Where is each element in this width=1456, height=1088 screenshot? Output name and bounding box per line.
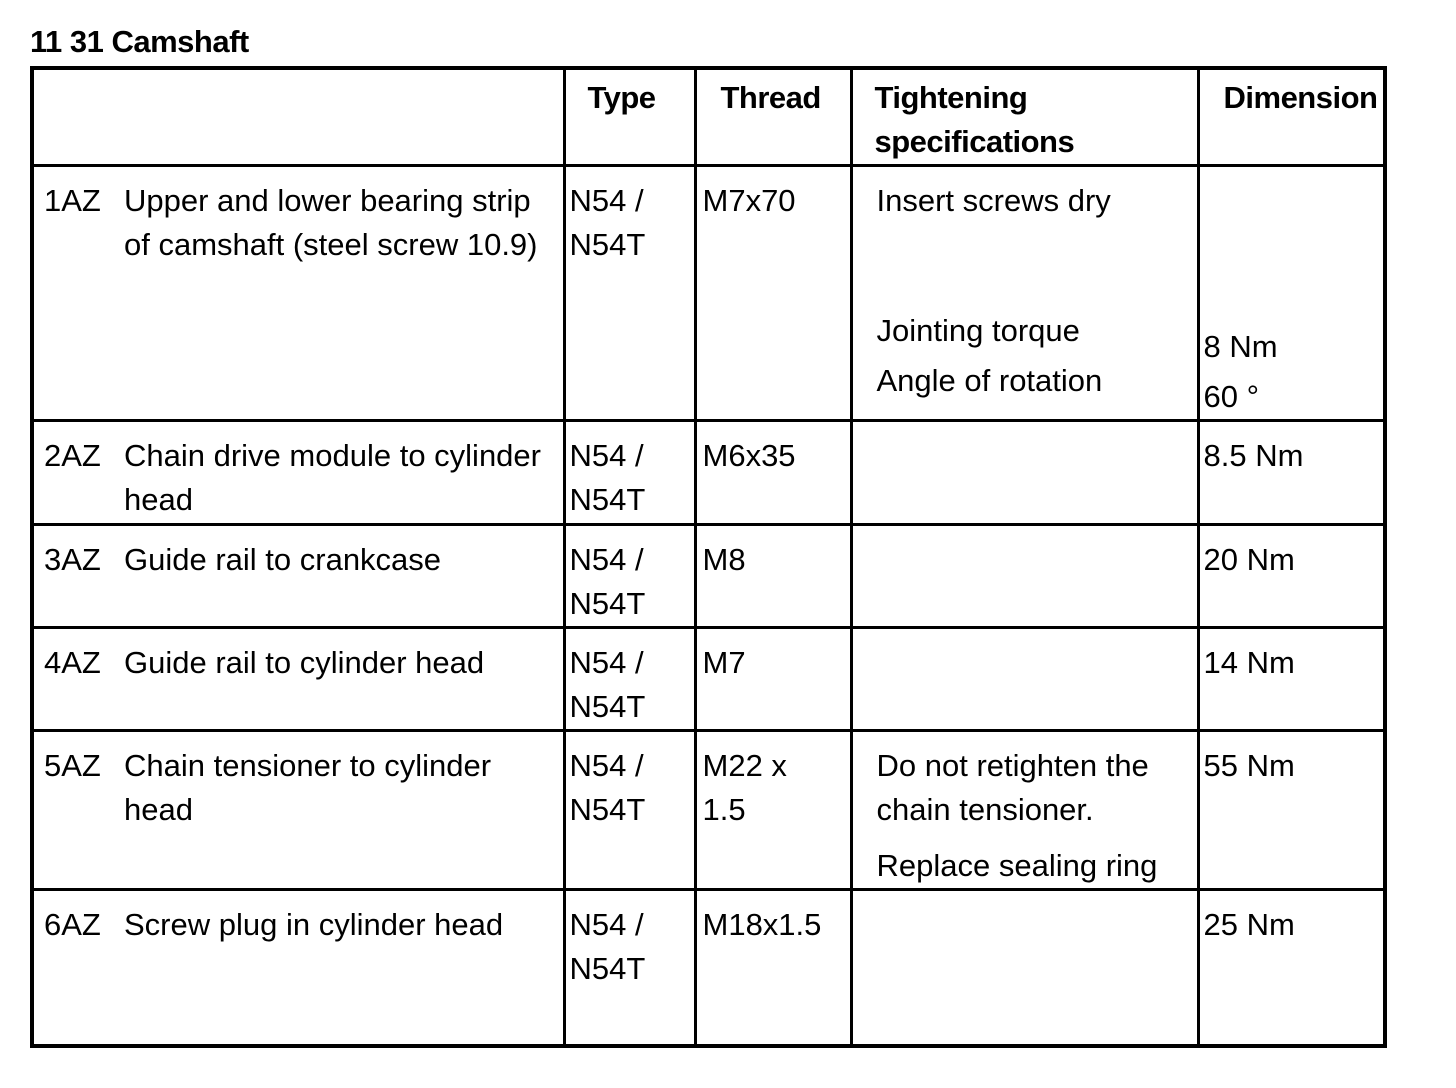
cell-dimension [1198, 166, 1385, 421]
row-type: N54 / N54T [569, 748, 646, 827]
row-code: 6AZ [44, 907, 101, 942]
dimension-value: 55 Nm [1203, 748, 1295, 783]
document-title: 11 31 Camshaft [30, 24, 249, 59]
cell-tightening [851, 731, 1198, 890]
cell-dimension [1198, 731, 1385, 890]
row-type: N54 / N54T [569, 907, 646, 986]
cell-item [32, 421, 564, 525]
cell-item [32, 166, 564, 421]
cell-type [564, 166, 695, 421]
row-code: 4AZ [44, 645, 101, 680]
dimension-value: 20 Nm [1203, 542, 1295, 577]
cell-thread [695, 628, 851, 731]
cell-dimension [1198, 421, 1385, 525]
cell-item [32, 628, 564, 731]
tightening-note: Replace sealing ring [876, 848, 1158, 883]
tightening-note: Angle of rotation [876, 363, 1103, 398]
header-tightening [851, 68, 1198, 166]
table-row [32, 890, 1385, 1046]
cell-thread [695, 421, 851, 525]
cell-tightening [851, 421, 1198, 525]
cell-type [564, 890, 695, 1046]
dimension-value: 25 Nm [1203, 907, 1295, 942]
row-description: Chain tensioner to cylinder head [124, 748, 492, 827]
cell-dimension [1198, 628, 1385, 731]
cell-dimension [1198, 525, 1385, 628]
specification-table [30, 66, 1387, 1048]
row-type: N54 / N54T [569, 542, 646, 621]
row-description: Guide rail to cylinder head [124, 645, 485, 680]
row-type: N54 / N54T [569, 645, 646, 724]
row-description: Screw plug in cylinder head [124, 907, 504, 942]
table-row [32, 421, 1385, 525]
cell-tightening [851, 890, 1198, 1046]
row-description: Chain drive module to cylinder head [124, 438, 541, 517]
header-dimension: Dimension [1198, 68, 1385, 166]
cell-thread [695, 890, 851, 1046]
header-item [32, 68, 564, 166]
cell-thread [695, 731, 851, 890]
cell-item [32, 890, 564, 1046]
cell-tightening [851, 525, 1198, 628]
table-row [32, 628, 1385, 731]
cell-item [32, 525, 564, 628]
cell-tightening [851, 628, 1198, 731]
row-thread: M8 [702, 542, 746, 577]
row-code: 1AZ [44, 183, 101, 218]
row-code: 5AZ [44, 748, 101, 783]
row-thread: M6x35 [702, 438, 796, 473]
row-code: 3AZ [44, 542, 101, 577]
cell-type [564, 628, 695, 731]
tightening-note: Do not retighten the chain tensioner. [876, 748, 1149, 827]
table-row [32, 731, 1385, 890]
cell-type [564, 525, 695, 628]
dimension-value: 8.5 Nm [1203, 438, 1304, 473]
cell-tightening [851, 166, 1198, 421]
header-type: Type [564, 68, 695, 166]
row-thread: M18x1.5 [702, 907, 822, 942]
header-row [32, 68, 1385, 166]
row-description: Guide rail to crankcase [124, 542, 442, 577]
row-description: Upper and lower bearing strip of camshaft (steel screw 10.9) [124, 183, 538, 262]
cell-type [564, 731, 695, 890]
cell-item [32, 731, 564, 890]
tightening-note: Insert screws dry [876, 183, 1111, 218]
cell-type [564, 421, 695, 525]
header-tightening-label: Tightening specifications [874, 80, 1075, 159]
row-thread: M7x70 [702, 183, 796, 218]
row-code: 2AZ [44, 438, 101, 473]
dimension-value: 60 ° [1203, 379, 1259, 414]
cell-thread [695, 525, 851, 628]
dimension-value: 14 Nm [1203, 645, 1295, 680]
row-thread: M7 [702, 645, 746, 680]
cell-thread [695, 166, 851, 421]
row-thread: M22 x 1.5 [702, 748, 787, 827]
table-row [32, 166, 1385, 421]
cell-dimension [1198, 890, 1385, 1046]
dimension-value: 8 Nm [1203, 329, 1278, 364]
row-type: N54 / N54T [569, 183, 646, 262]
row-type: N54 / N54T [569, 438, 646, 517]
table-row [32, 525, 1385, 628]
header-thread: Thread [695, 68, 851, 166]
tightening-note: Jointing torque [876, 313, 1080, 348]
